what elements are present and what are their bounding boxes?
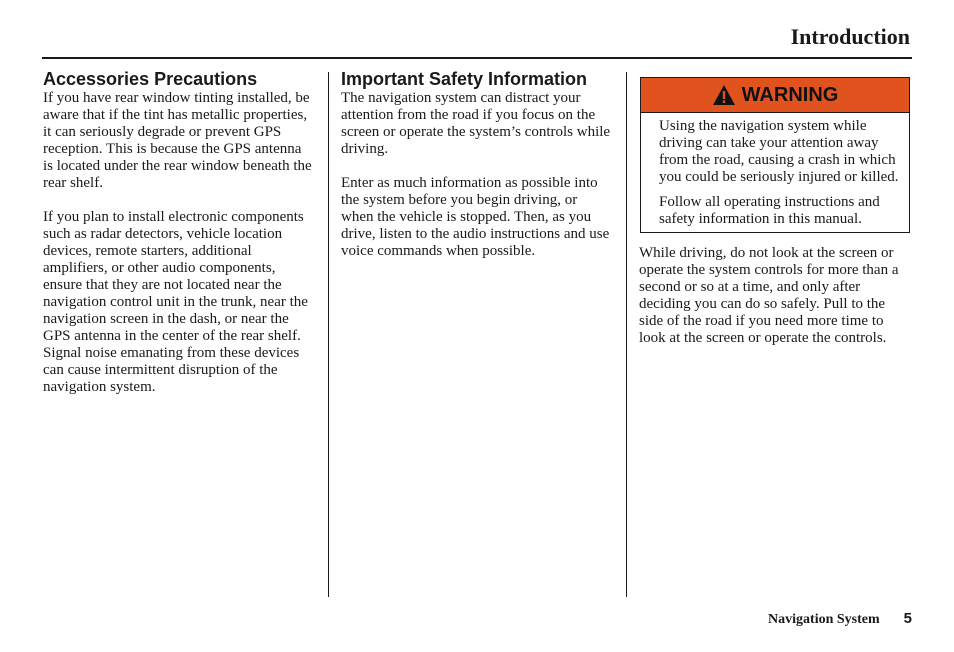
warning-body (641, 113, 909, 232)
warning-header (641, 78, 909, 113)
warning-paragraph-2: Follow all operating instructions and safety information in this manual. (659, 194, 880, 227)
safety-information-section (341, 68, 613, 260)
warning-box (640, 77, 910, 233)
page-number: 5 (903, 610, 912, 627)
safety-paragraph-2: Enter as much information as possible into the system before you begin driving, or when the vehicle is stopped. Then, as you drive, listen to the audio instructions and use voice commands when possible. (341, 175, 610, 259)
accessories-precautions-section (43, 68, 315, 396)
accessories-paragraph-2: If you plan to install electronic components such as radar detectors, vehicle location devices, remote starters, additional amplifiers, or other audio components, ensure that they are not located near the navigation control unit in the trunk, near the navigation screen in the dash, or near the GPS antenna in the center of the rear shelf. Signal noise emanating from these devices can cause intermittent disruption of the navigation system. (43, 209, 308, 395)
footer-section-name: Navigation System (768, 612, 880, 627)
safety-paragraph-1: The navigation system can distract your attention from the road if you focus on the screen or operate the system’s controls while driving. (341, 90, 611, 157)
column-divider-left (328, 72, 329, 597)
warning-triangle-icon (712, 84, 736, 106)
page-footer (768, 610, 912, 628)
driving-advice-paragraph: While driving, do not look at the screen or operate the system controls for more than a second or so at a time, and only after deciding you can do so safely. Pull to the side of the road if you need more time to look at the screen or operate the controls. (639, 245, 899, 346)
safety-heading: Important Safety Information (341, 69, 588, 89)
header-rule (42, 57, 912, 59)
column-divider-right (626, 72, 627, 597)
warning-label: WARNING (741, 83, 839, 106)
page-title: Introduction (790, 24, 910, 49)
accessories-paragraph-1: If you have rear window tinting installed, be aware that if the tint has metallic properties, it can seriously degrade or prevent GPS reception. This is because the GPS antenna is located under the rear window beneath the rear shelf. (43, 90, 312, 191)
warning-paragraph-1: Using the navigation system while driving can take your attention away from the road, causing a crash in which you could be seriously injured or killed. (659, 118, 899, 185)
accessories-heading: Accessories Precautions (43, 69, 258, 89)
warning-section (639, 68, 911, 347)
